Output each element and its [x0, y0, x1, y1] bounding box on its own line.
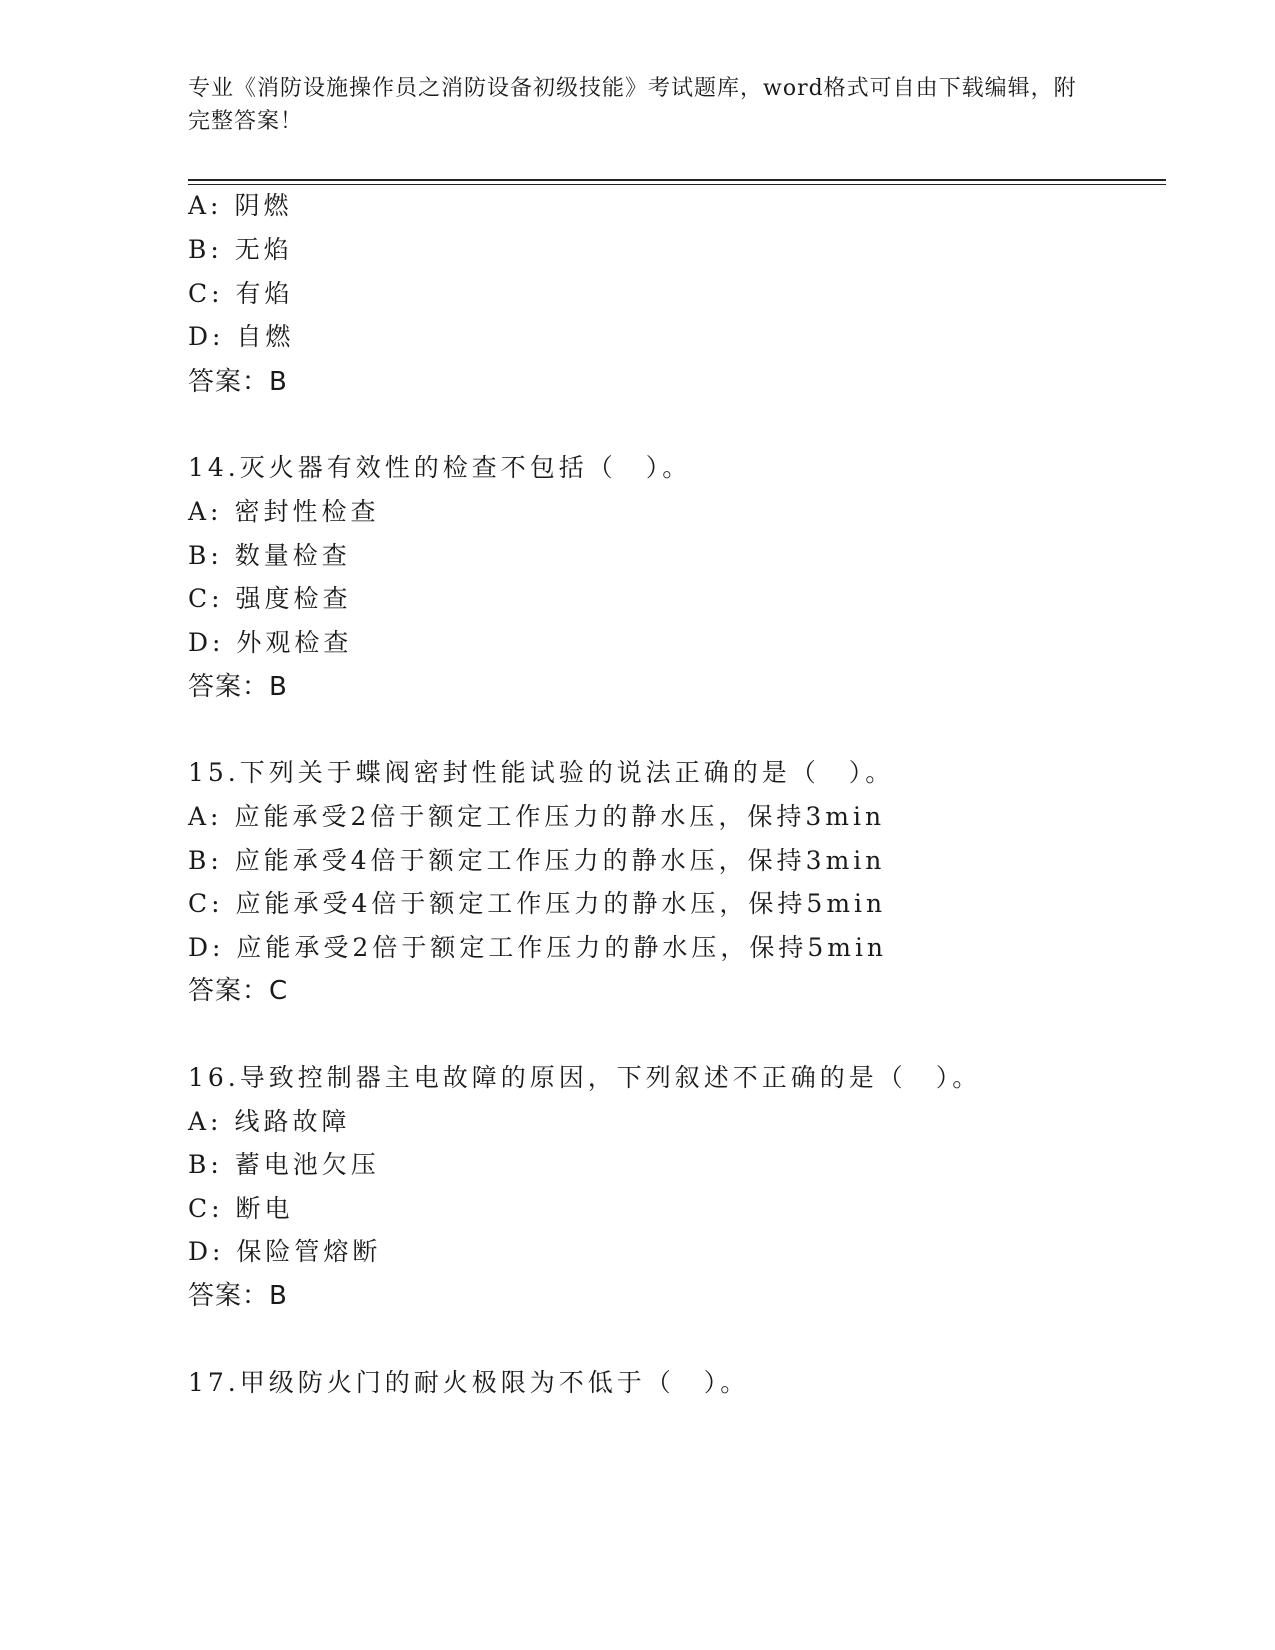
- option-a: A: 线路故障: [188, 1107, 351, 1136]
- option-c: C: 断电: [188, 1194, 294, 1223]
- option-c: C: 有焰: [188, 279, 294, 308]
- option-b: B: 无焰: [188, 235, 293, 264]
- header-rule-thin: [188, 184, 1166, 185]
- option-d: D: 保险管熔断: [188, 1237, 382, 1266]
- option-d: D: 自燃: [188, 322, 295, 351]
- option-a: A: 应能承受2倍于额定工作压力的静水压，保持3min: [188, 802, 886, 831]
- question-stem: 15.下列关于蝶阀密封性能试验的说法正确的是（ ）。: [188, 758, 895, 787]
- document-header: 专业《消防设施操作员之消防设备初级技能》考试题库，word格式可自由下载编辑，附完整答案！: [188, 76, 1077, 134]
- option-b: B: 蓄电池欠压: [188, 1150, 380, 1179]
- option-a: A: 阴燃: [188, 191, 293, 220]
- option-c: C: 应能承受4倍于额定工作压力的静水压，保持5min: [188, 889, 887, 918]
- option-c: C: 强度检查: [188, 584, 352, 613]
- question-stem: 14.灭火器有效性的检查不包括（ ）。: [188, 453, 692, 482]
- option-d: D: 应能承受2倍于额定工作压力的静水压，保持5min: [188, 933, 888, 962]
- option-b: B: 数量检查: [188, 541, 351, 570]
- answer-line: 答案：B: [188, 1281, 288, 1311]
- question-stem: 17.甲级防火门的耐火极限为不低于（ ）。: [188, 1368, 750, 1397]
- option-d: D: 外观检查: [188, 628, 353, 657]
- question-stem: 16.导致控制器主电故障的原因，下列叙述不正确的是（ ）。: [188, 1063, 982, 1092]
- answer-line: 答案：B: [188, 367, 288, 397]
- answer-line: 答案：C: [188, 976, 289, 1006]
- option-a: A: 密封性检查: [188, 497, 380, 526]
- answer-line: 答案：B: [188, 672, 288, 702]
- option-b: B: 应能承受4倍于额定工作压力的静水压，保持3min: [188, 846, 886, 875]
- header-rule-thick: [188, 179, 1166, 181]
